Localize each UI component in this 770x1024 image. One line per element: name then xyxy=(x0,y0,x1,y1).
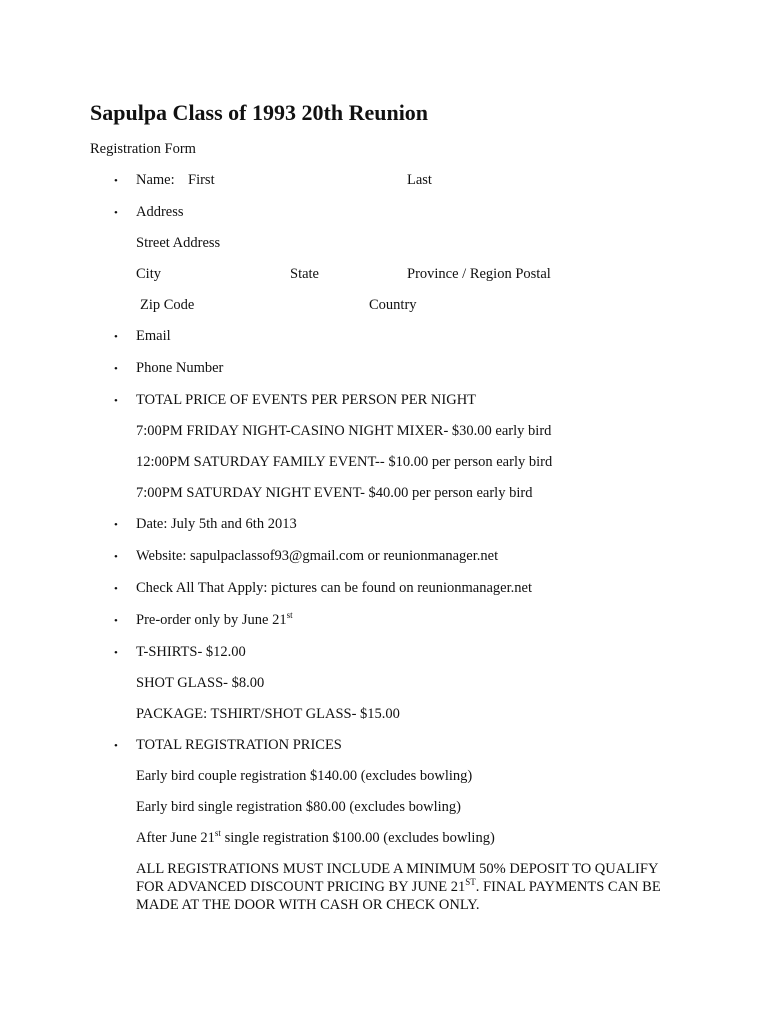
date-text: Date: July 5th and 6th 2013 xyxy=(136,516,297,532)
preorder-main: Pre-order only by June 21 xyxy=(136,612,287,628)
shot-glass-price: SHOT GLASS- $8.00 xyxy=(136,675,265,691)
form-subtitle: Registration Form xyxy=(90,141,196,157)
last-name-label: Last xyxy=(407,172,432,188)
bullet-icon: • xyxy=(114,331,118,343)
phone-label: Phone Number xyxy=(136,360,224,376)
bullet-icon: • xyxy=(114,647,118,659)
check-all-text: Check All That Apply: pictures can be found on reunionmanager.net xyxy=(136,580,532,596)
deposit-notice xyxy=(136,860,676,914)
street-address-label: Street Address xyxy=(136,235,221,251)
event-item: 7:00PM SATURDAY NIGHT EVENT- $40.00 per person early bird xyxy=(136,485,533,501)
email-label: Email xyxy=(136,328,171,344)
form-title: Sapulpa Class of 1993 20th Reunion xyxy=(90,100,429,125)
late-registration-post: single registration $100.00 (excludes bowling) xyxy=(220,830,495,846)
package-price: PACKAGE: TSHIRT/SHOT GLASS- $15.00 xyxy=(136,706,400,722)
deposit-notice-post: . FINAL PAYMENTS CAN BE MADE AT THE DOOR WITH CASH OR CHECK ONLY. xyxy=(136,879,661,913)
single-registration: Early bird single registration $80.00 (excludes bowling) xyxy=(136,799,461,815)
couple-registration: Early bird couple registration $140.00 (excludes bowling) xyxy=(136,768,473,784)
late-registration-pre: After June 21 xyxy=(136,830,215,846)
first-name-label: First xyxy=(188,172,215,188)
registration-heading: TOTAL REGISTRATION PRICES xyxy=(136,737,342,753)
deposit-notice-sup: ST xyxy=(465,877,476,888)
late-registration xyxy=(136,829,495,847)
state-label: State xyxy=(290,266,319,282)
country-label: Country xyxy=(369,297,417,313)
bullet-icon: • xyxy=(114,583,118,595)
bullet-icon: • xyxy=(114,363,118,375)
bullet-icon: • xyxy=(114,519,118,531)
bullet-icon: • xyxy=(114,740,118,752)
city-label: City xyxy=(136,266,161,282)
bullet-icon: • xyxy=(114,207,118,219)
name-label: Name: xyxy=(136,172,175,188)
deposit-notice-pre: ALL REGISTRATIONS MUST INCLUDE A MINIMUM 50% DEPOSIT TO QUALIFY FOR ADVANCED DISCOUNT PRICING BY JUNE 21 xyxy=(136,861,658,895)
late-registration-sup: st xyxy=(214,828,221,839)
bullet-icon: • xyxy=(114,615,118,627)
address-label: Address xyxy=(136,204,184,220)
bullet-icon: • xyxy=(114,395,118,407)
event-item: 12:00PM SATURDAY FAMILY EVENT-- $10.00 per person early bird xyxy=(136,454,553,470)
website-text: Website: sapulpaclassof93@gmail.com or reunionmanager.net xyxy=(136,548,499,564)
province-postal-label: Province / Region Postal xyxy=(407,266,551,282)
preorder-text xyxy=(136,611,293,629)
event-item: 7:00PM FRIDAY NIGHT-CASINO NIGHT MIXER- $30.00 early bird xyxy=(136,423,552,439)
preorder-sup: st xyxy=(286,610,293,621)
zip-code-label: Zip Code xyxy=(140,297,195,313)
tshirts-price: T-SHIRTS- $12.00 xyxy=(136,644,246,660)
bullet-icon: • xyxy=(114,175,118,187)
bullet-icon: • xyxy=(114,551,118,563)
events-heading: TOTAL PRICE OF EVENTS PER PERSON PER NIGHT xyxy=(136,392,477,408)
